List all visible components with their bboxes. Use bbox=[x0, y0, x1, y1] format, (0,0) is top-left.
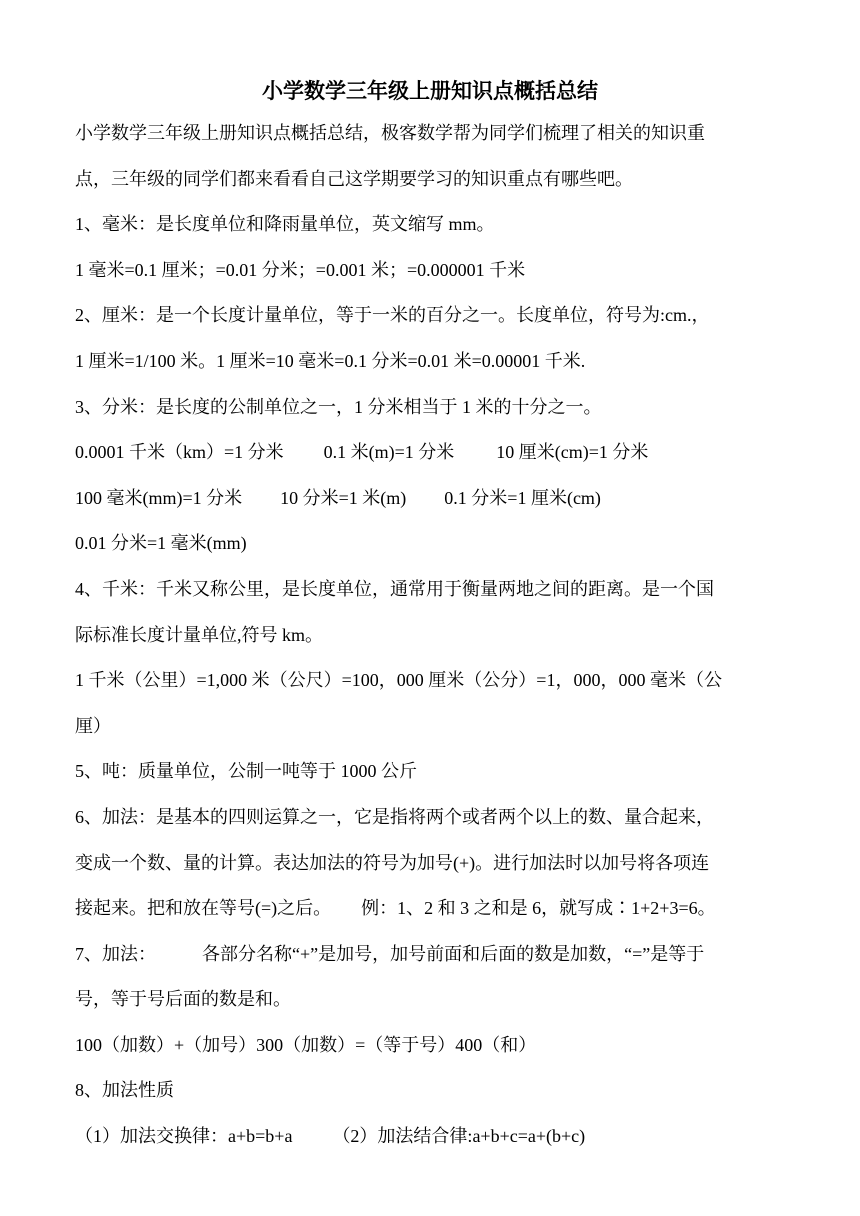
addition-example-line bbox=[75, 891, 797, 937]
associative-law: （2）加法结合律:a+b+c=a+(b+c) bbox=[332, 1126, 586, 1147]
millimeter-conversion: 1 毫米=0.1 厘米；=0.01 分米；=0.001 米；=0.000001 千米 bbox=[75, 259, 526, 280]
addition-parts-continued: 号，等于号后面的数是和。 bbox=[75, 989, 291, 1010]
addition-definition-2: 变成一个数、量的计算。表达加法的符号为加号(+)。进行加法时以加号将各项连 bbox=[75, 852, 710, 873]
kilometer-definition-2: 际标准长度计量单位,符号 km。 bbox=[75, 624, 323, 645]
addition-definition-3: 接起来。把和放在等号(=)之后。 bbox=[75, 898, 332, 919]
addition-properties-heading: 8、加法性质 bbox=[75, 1080, 174, 1101]
conversion-item: 0.0001 千米（km）=1 分米 bbox=[75, 442, 284, 463]
intro-line-1: 小学数学三年级上册知识点概括总结，极客数学帮为同学们梳理了相关的知识重 bbox=[75, 123, 705, 143]
decimeter-conversion-row-3: 0.01 分米=1 毫米(mm) bbox=[75, 533, 247, 554]
conversion-item: 10 分米=1 米(m) bbox=[280, 487, 407, 508]
conversion-item: 0.1 分米=1 厘米(cm) bbox=[444, 487, 601, 508]
centimeter-definition: 2、厘米：是一个长度计量单位，等于一米的百分之一。长度单位，符号为:cm.， bbox=[75, 305, 710, 326]
decimeter-conversion-row-2 bbox=[75, 481, 797, 527]
conversion-item: 10 厘米(cm)=1 分米 bbox=[496, 442, 649, 463]
millimeter-definition: 1、毫米：是长度单位和降雨量单位，英文缩写 mm。 bbox=[75, 214, 495, 235]
addition-parts-label: 7、加法： bbox=[75, 943, 156, 964]
document-body bbox=[75, 116, 797, 1165]
kilometer-conversion-1: 1 千米（公里）=1,000 米（公尺）=100，000 厘米（公分）=1，000，000 毫米（公 bbox=[75, 670, 722, 691]
addition-parts-example: 100（加数）+（加号）300（加数）=（等于号）400（和） bbox=[75, 1034, 537, 1055]
commutative-law: （1）加法交换律：a+b=b+a bbox=[75, 1126, 293, 1147]
addition-properties-line bbox=[75, 1119, 797, 1165]
document-title: 小学数学三年级上册知识点概括总结 bbox=[262, 79, 598, 103]
intro-line-2: 点，三年级的同学们都来看看自己这学期要学习的知识重点有哪些吧。 bbox=[75, 168, 633, 189]
kilometer-conversion-2: 厘） bbox=[75, 715, 111, 736]
conversion-item: 100 毫米(mm)=1 分米 bbox=[75, 487, 243, 508]
kilometer-definition-1: 4、千米：千米又称公里，是长度单位，通常用于衡量两地之间的距离。是一个国 bbox=[75, 578, 714, 599]
conversion-item: 0.1 米(m)=1 分米 bbox=[323, 442, 455, 463]
addition-definition-1: 6、加法：是基本的四则运算之一，它是指将两个或者两个以上的数、量合起来， bbox=[75, 806, 714, 827]
decimeter-conversion-row-1 bbox=[75, 435, 797, 481]
addition-example: 例：1、2 和 3 之和是 6，就写成∶1+2+3=6。 bbox=[361, 898, 716, 919]
decimeter-definition: 3、分米：是长度的公制单位之一，1 分米相当于 1 米的十分之一。 bbox=[75, 396, 602, 417]
addition-parts-text: 各部分名称“+”是加号，加号前面和后面的数是加数，“=”是等于 bbox=[202, 943, 705, 964]
addition-parts-line bbox=[75, 937, 797, 983]
ton-definition: 5、吨：质量单位，公制一吨等于 1000 公斤 bbox=[75, 761, 417, 782]
centimeter-conversion: 1 厘米=1/100 米。1 厘米=10 毫米=0.1 分米=0.01 米=0.00001 千米. bbox=[75, 350, 586, 371]
